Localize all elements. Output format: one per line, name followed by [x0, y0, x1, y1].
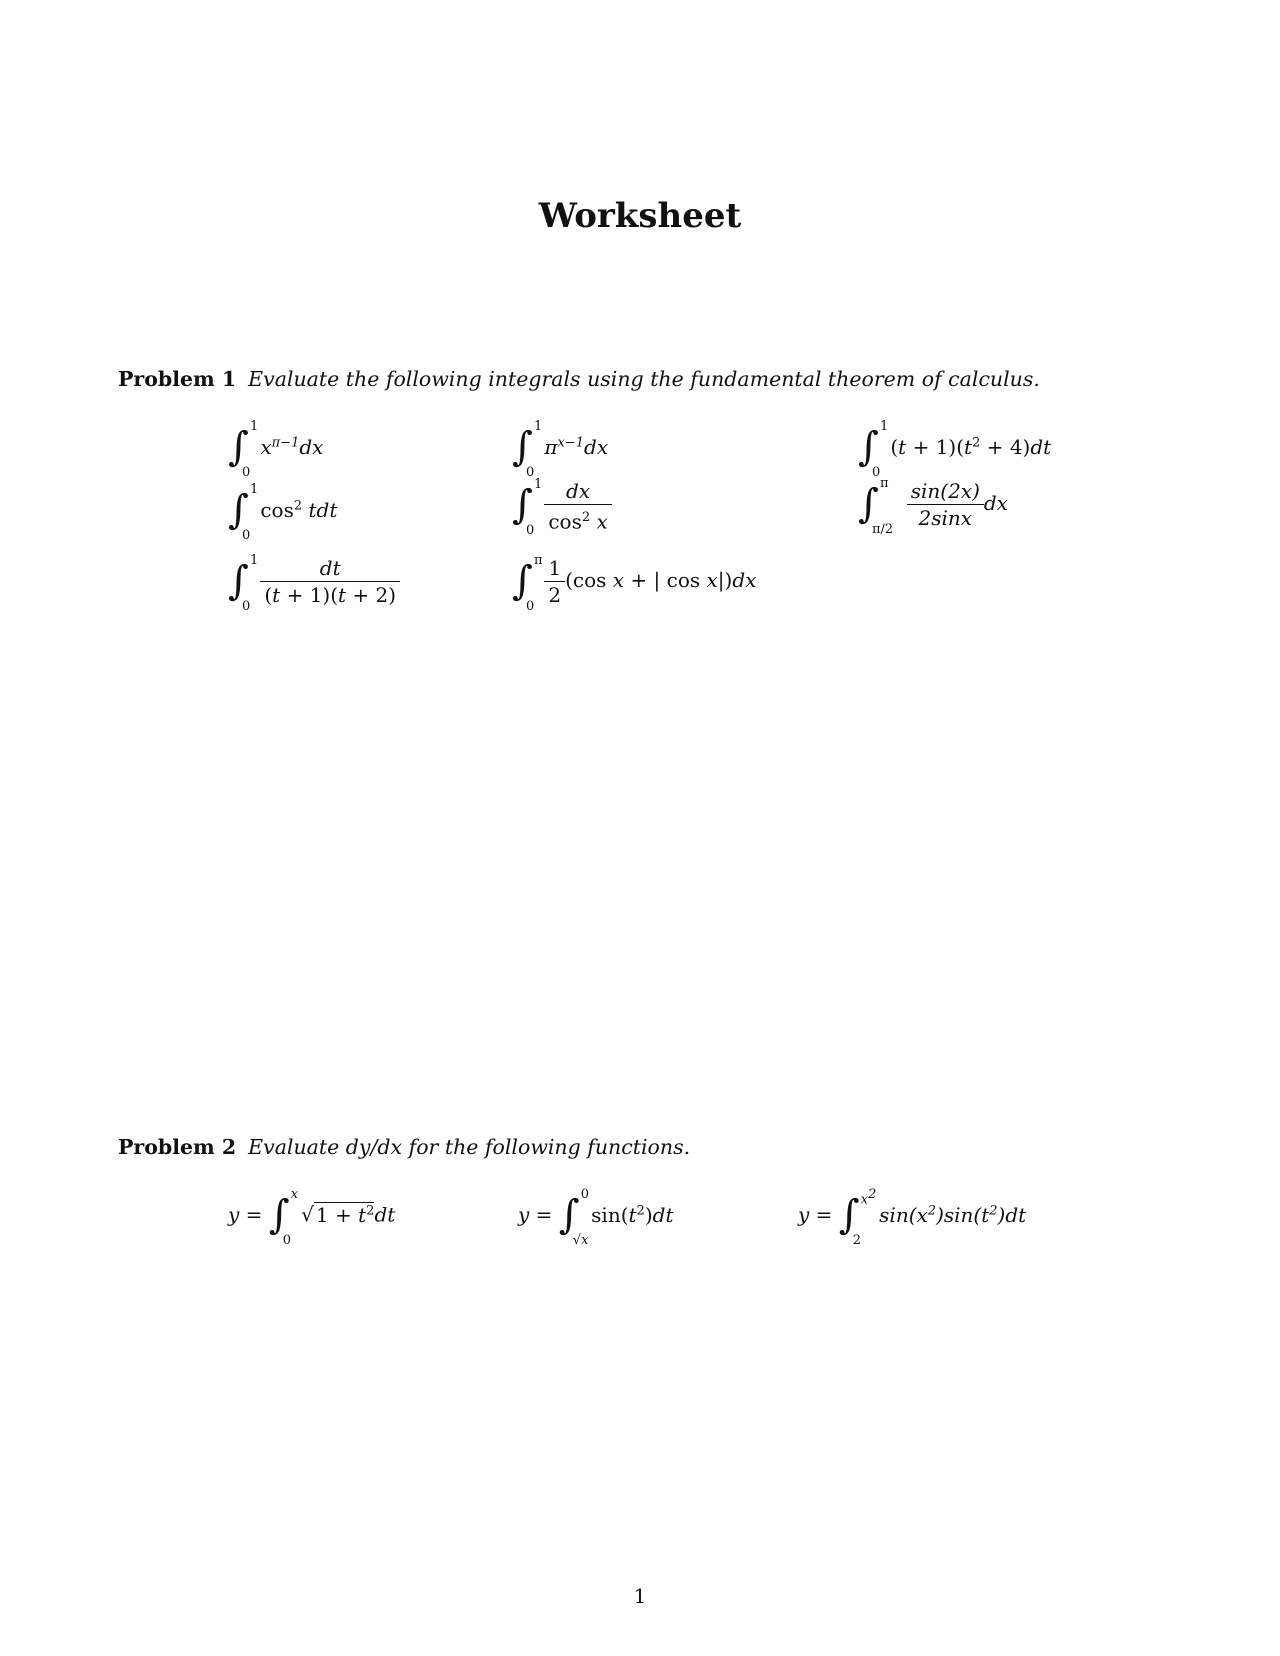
page-title: Worksheet — [538, 196, 742, 236]
problem-1-label: Problem 1 — [118, 367, 237, 391]
function-y3: y = ∫ $x^2$ 2 $\sin(x^2)\sin(t^2)dt$ — [798, 1187, 1027, 1248]
integral-1a: ∫ 1 0 $x^{\pi-1}dx$ — [228, 419, 324, 480]
page-number: 1 — [633, 1584, 647, 1608]
integral-2c: ∫ π π/2 $\frac{\sin(2x)}{2\sin x}$ dx — [858, 475, 1008, 537]
integral-2b: ∫ 1 0 $\frac{dx}{\cos^2 x}$ — [512, 478, 612, 535]
problem-1-statement — [118, 367, 1040, 391]
function-y1: y = ∫ x 0 √ $1 + t^2dt$ — [228, 1187, 396, 1248]
function-y2: y = ∫ 0 √x $\sin(t^2)dt$ — [518, 1187, 674, 1248]
integral-3a: ∫ 1 0 $\frac{dt}{(t + 1)(t + 2)}$ — [228, 555, 400, 608]
problem-1-text: Evaluate the following integrals using the fundamental theorem of calculus. — [248, 367, 1040, 391]
problem-2-text: Evaluate dy/dx for the following functions. — [248, 1135, 691, 1159]
problem-2-label: Problem 2 — [118, 1135, 237, 1159]
integral-1c: ∫ 1 0 $(t + 1)(t^2 + 4)dt$ — [858, 419, 1052, 480]
integral-2a: ∫ 1 0 $\cos^2$ tdt — [228, 482, 338, 543]
problem-2-statement — [118, 1135, 690, 1159]
integral-1b: ∫ 1 0 $\pi^{x-1}dx$ — [512, 419, 609, 480]
integral-3b: ∫ π 0 $\frac{1}{2}$ (cos x + | cos x|)dx — [512, 552, 757, 614]
